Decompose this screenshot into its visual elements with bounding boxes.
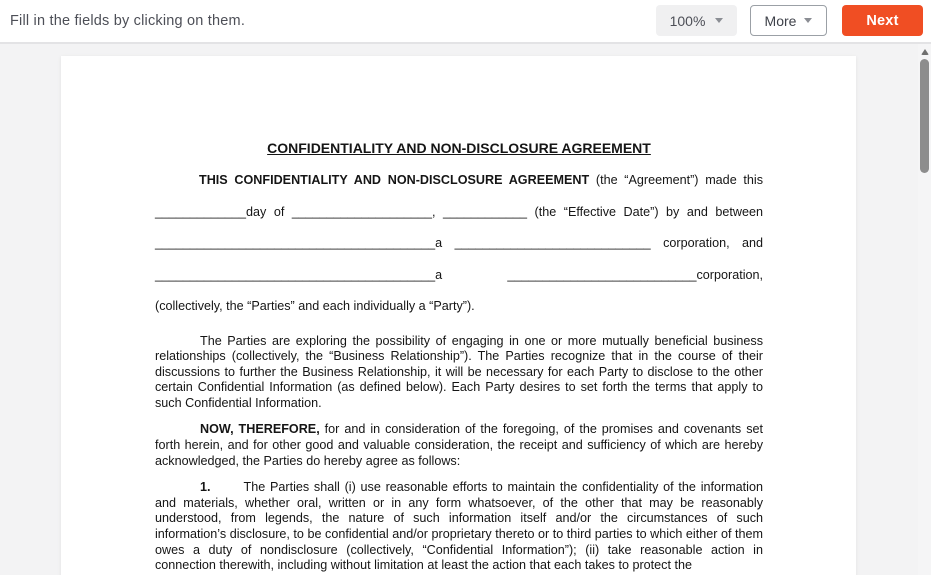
- fill-fields-hint: Fill in the fields by clicking on them.: [10, 13, 246, 29]
- more-button[interactable]: [750, 5, 827, 36]
- nda-document: [155, 140, 763, 574]
- zoom-level-value: 100%: [669, 12, 706, 29]
- intro-line-1-bold: THIS CONFIDENTIALITY AND NON-DISCLOSURE AGREEMENT: [199, 173, 590, 187]
- paragraph-text: The Parties are exploring the possibility of engaging in one or more mutually beneficial business relationships (collectively, the “Business Relationship”). The Parties recognize that in the course of their discussions to further the Business Relationship, it will be necessary for each Party to disclose to the other certain Confidential Information (as defined below). Each Party desires to set forth the terms that apply to such Confidential Information.: [155, 333, 763, 410]
- paragraph-text: for and in consideration of the foregoing, of the promises and covenants set forth herein, and for other good and valuable consideration, the receipt and sufficiency of which are hereby acknowledged, the Parties do hereby agree as follows:: [155, 422, 763, 468]
- document-title: CONFIDENTIALITY AND NON-DISCLOSURE AGREEMENT: [267, 140, 651, 156]
- intro-line-1: [155, 165, 763, 197]
- paragraph-business-relationship: [155, 334, 763, 412]
- paragraph-now-therefore: [155, 422, 763, 469]
- clause-number: 1.: [200, 480, 211, 495]
- paragraph-bold-lead: NOW, THEREFORE,: [200, 422, 320, 437]
- next-button[interactable]: Next: [842, 5, 923, 36]
- toolbar: [0, 0, 931, 44]
- intro-line-parties: (collectively, the “Parties” and each individually a “Party”).: [155, 299, 475, 313]
- document-viewport: [0, 44, 918, 575]
- zoom-level-dropdown[interactable]: [656, 5, 737, 36]
- intro-line-1-rest: (the “Agreement”) made this: [589, 173, 763, 187]
- scroll-up-button[interactable]: [918, 46, 931, 58]
- chevron-down-icon: [804, 18, 812, 23]
- intro-line-party2-blanks[interactable]: ________________________________________a ___________________________corporation,: [155, 267, 763, 282]
- intro-line-party1-blanks[interactable]: ________________________________________a ____________________________ corporation, and: [155, 236, 763, 250]
- chevron-down-icon: [715, 18, 723, 23]
- triangle-up-icon: [921, 49, 929, 55]
- scrollbar-thumb[interactable]: [920, 59, 929, 173]
- paragraph-clause-1: [155, 480, 763, 574]
- more-button-label: More: [764, 12, 797, 29]
- intro-line-date-blanks[interactable]: _____________day of ____________________, ____________ (the “Effective Date”) by and between: [155, 204, 763, 219]
- paragraph-text: The Parties shall (i) use reasonable efforts to maintain the confidentiality of the information and materials, whether oral, written or in any form whatsoever, of the other that may be reasonably understood, from legends, the nature of such information itself and/or the circumstances of such information’s disclosure, to be confidential and/or proprietary thereto or to third parties to which either of them owes a duty of nondisclosure (collectively, “Confidential Information”); (ii) take reasonable action in connection therewith, including without limitation at least the action that each takes to protect the: [155, 480, 763, 573]
- vertical-scrollbar[interactable]: [918, 44, 931, 575]
- document-page[interactable]: [61, 56, 856, 575]
